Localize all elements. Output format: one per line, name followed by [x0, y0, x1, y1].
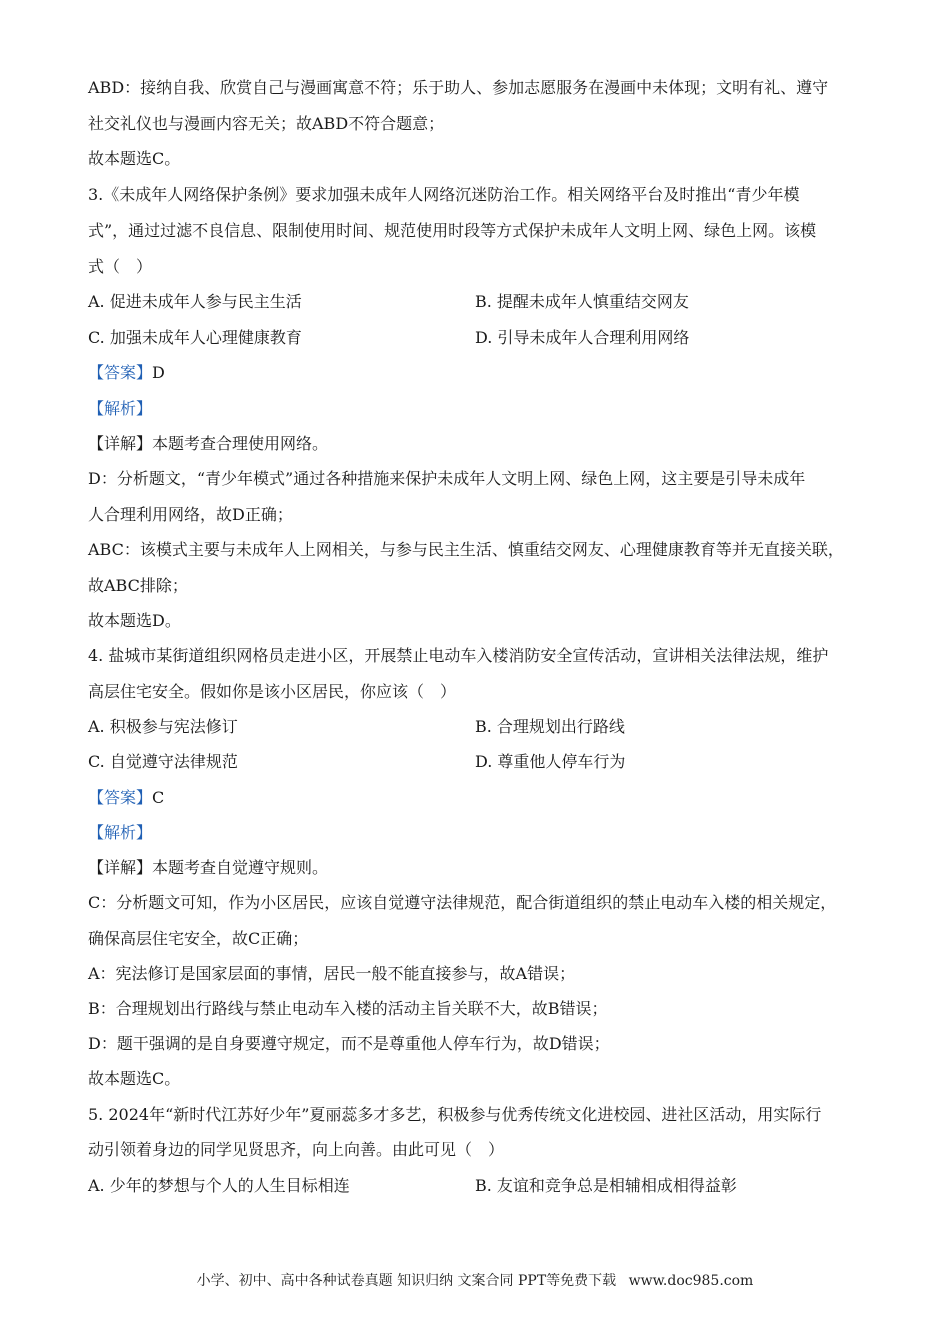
answer-value: C	[152, 788, 165, 807]
question-4-option-d: D. 尊重他人停车行为	[475, 752, 626, 771]
answer-tag: 【答案】	[88, 363, 153, 382]
text-line: D：题干强调的是自身要遵守规定，而不是尊重他人停车行为，故D错误；	[88, 1034, 610, 1053]
question-3-stem: 式”，通过过滤不良信息、限制使用时间、规范使用时段等方式保护未成年人文明上网、绿色上网。该模	[88, 221, 817, 240]
question-3-stem: 式（ ）	[88, 257, 153, 276]
detail-line: 【详解】本题考查合理使用网络。	[88, 434, 329, 453]
analysis-tag: 【解析】	[88, 823, 153, 842]
question-3-stem: 3.《未成年人网络保护条例》要求加强未成年人网络沉迷防治工作。相关网络平台及时推出“青少年模	[88, 185, 800, 204]
question-4-answer	[88, 788, 164, 808]
question-4-option-a: A. 积极参与宪法修订	[88, 717, 238, 736]
question-4-stem: 4. 盐城市某街道组织网格员走进小区，开展禁止电动车入楼消防安全宣传活动，宣讲相关法律法规，维护	[88, 646, 829, 665]
question-4-option-b: B. 合理规划出行路线	[475, 717, 625, 736]
text-line: 确保高层住宅安全，故C正确；	[88, 929, 309, 948]
question-4-stem: 高层住宅安全。假如你是该小区居民，你应该（ ）	[88, 682, 457, 701]
question-3-option-d: D. 引导未成年人合理利用网络	[475, 328, 690, 347]
page-footer	[0, 1270, 950, 1290]
text-line: D：分析题文，“青少年模式”通过各种措施来保护未成年人文明上网、绿色上网，这主要是引导未成年	[88, 469, 806, 488]
analysis-tag: 【解析】	[88, 399, 153, 418]
text-line: 人合理利用网络，故D正确；	[88, 505, 293, 524]
text-line: A：宪法修订是国家层面的事情，居民一般不能直接参与，故A错误；	[88, 964, 576, 983]
question-5-stem: 5. 2024年“新时代江苏好少年”夏丽蕊多才多艺，积极参与优秀传统文化进校园、进社区活动，用实际行	[88, 1105, 822, 1124]
text-line: 社交礼仪也与漫画内容无关；故ABD不符合题意；	[88, 114, 445, 133]
question-5-option-b: B. 友谊和竞争总是相辅相成相得益彰	[475, 1176, 737, 1195]
text-line: 故本题选D。	[88, 611, 181, 630]
footer-text: 小学、初中、高中各种试卷真题 知识归纳 文案合同 PPT等免费下载	[196, 1273, 617, 1289]
answer-tag: 【答案】	[88, 788, 153, 807]
question-3-option-c: C. 加强未成年人心理健康教育	[88, 328, 302, 347]
text-line: 故本题选C。	[88, 1069, 181, 1088]
text-line: ABC：该模式主要与未成年人上网相关，与参与民主生活、慎重结交网友、心理健康教育等并无直接关联，	[88, 540, 844, 559]
question-5-stem: 动引领着身边的同学见贤思齐，向上向善。由此可见（ ）	[88, 1140, 505, 1159]
text-line: 故本题选C。	[88, 149, 181, 168]
detail-line: 【详解】本题考查自觉遵守规则。	[88, 858, 329, 877]
question-5-option-a: A. 少年的梦想与个人的人生目标相连	[88, 1176, 350, 1195]
answer-value: D	[152, 363, 165, 382]
text-line: 故ABC排除；	[88, 576, 188, 595]
footer-site-link[interactable]: www.doc985.com	[628, 1273, 754, 1289]
text-line: ABD：接纳自我、欣赏自己与漫画寓意不符；乐于助人、参加志愿服务在漫画中未体现；文明有礼、遵守	[88, 78, 829, 97]
question-3-answer	[88, 363, 165, 383]
text-line: C：分析题文可知，作为小区居民，应该自觉遵守法律规范，配合街道组织的禁止电动车入楼的相关规定，	[88, 893, 837, 912]
text-line: B：合理规划出行路线与禁止电动车入楼的活动主旨关联不大，故B错误；	[88, 999, 608, 1018]
question-4-option-c: C. 自觉遵守法律规范	[88, 752, 238, 771]
question-3-option-a: A. 促进未成年人参与民主生活	[88, 292, 302, 311]
question-3-option-b: B. 提醒未成年人慎重结交网友	[475, 292, 689, 311]
